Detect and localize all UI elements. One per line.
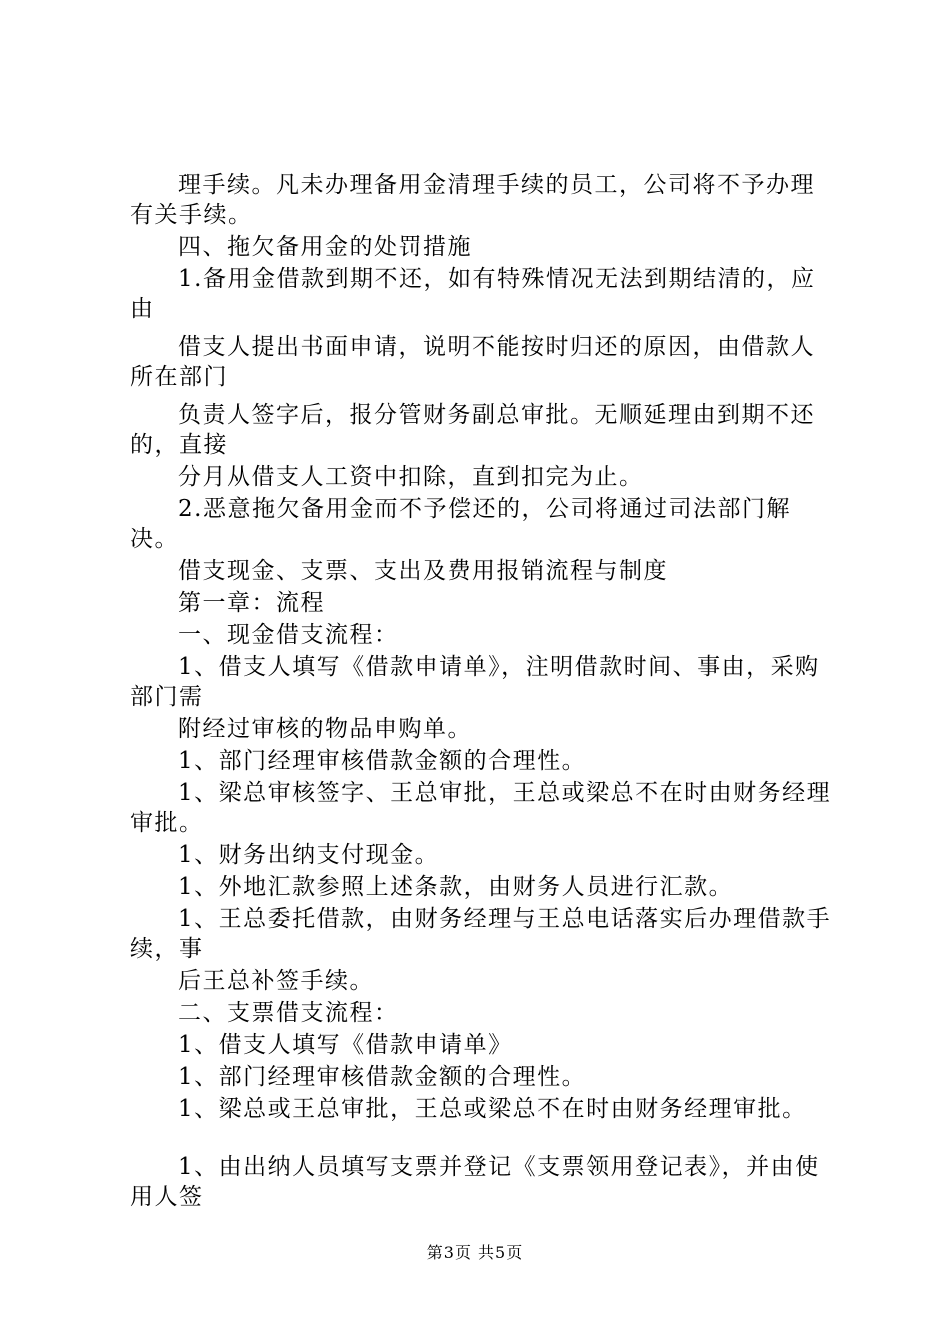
paragraph: 1、部门经理审核借款金额的合理性。 bbox=[178, 748, 587, 774]
paragraph: 1、部门经理审核借款金额的合理性。 bbox=[178, 1064, 587, 1090]
section-heading: 一、现金借支流程： bbox=[178, 622, 399, 648]
paragraph: 1、王总委托借款，由财务经理与王总电话落实后办理借款手续，事 bbox=[130, 906, 832, 962]
paragraph: 2.恶意拖欠备用金而不予偿还的，公司将通过司法部门解决。 bbox=[130, 496, 791, 552]
paragraph: 1.备用金借款到期不还，如有特殊情况无法到期结清的，应由 bbox=[130, 266, 816, 322]
paragraph: 1、借支人填写《借款申请单》，注明借款时间、事由，采购部门需 bbox=[130, 654, 820, 710]
paragraph: 借支人提出书面申请，说明不能按时归还的原因，由借款人所在部门 bbox=[130, 334, 815, 390]
paragraph: 负责人签字后，报分管财务副总审批。无顺延理由到期不还的，直接 bbox=[130, 402, 815, 458]
paragraph: 附经过审核的物品申购单。 bbox=[178, 716, 472, 742]
paragraph: 1、梁总审核签字、王总审批，王总或梁总不在时由财务经理审批。 bbox=[130, 780, 832, 836]
paragraph: 后王总补签手续。 bbox=[178, 968, 374, 994]
paragraph: 1、梁总或王总审批，王总或梁总不在时由财务经理审批。 bbox=[178, 1096, 807, 1122]
document-body bbox=[130, 170, 835, 1214]
paragraph: 理手续。凡未办理备用金清理手续的员工，公司将不予办理有关手续。 bbox=[130, 172, 815, 228]
paragraph: 1、借支人填写《借款申请单》 bbox=[178, 1032, 513, 1058]
document-title: 借支现金、支票、支出及费用报销流程与制度 bbox=[178, 558, 668, 584]
section-heading: 四、拖欠备用金的处罚措施 bbox=[178, 234, 472, 260]
paragraph: 1、外地汇款参照上述条款，由财务人员进行汇款。 bbox=[178, 874, 734, 900]
paragraph: 1、财务出纳支付现金。 bbox=[178, 842, 440, 868]
page-number-footer: 第3页 共5页 bbox=[426, 1243, 524, 1262]
paragraph: 1、由出纳人员填写支票并登记《支票领用登记表》，并由使用人签 bbox=[130, 1154, 820, 1210]
paragraph: 分月从借支人工资中扣除，直到扣完为止。 bbox=[178, 464, 644, 490]
section-heading: 二、支票借支流程： bbox=[178, 1000, 399, 1026]
chapter-heading: 第一章：流程 bbox=[178, 590, 325, 616]
